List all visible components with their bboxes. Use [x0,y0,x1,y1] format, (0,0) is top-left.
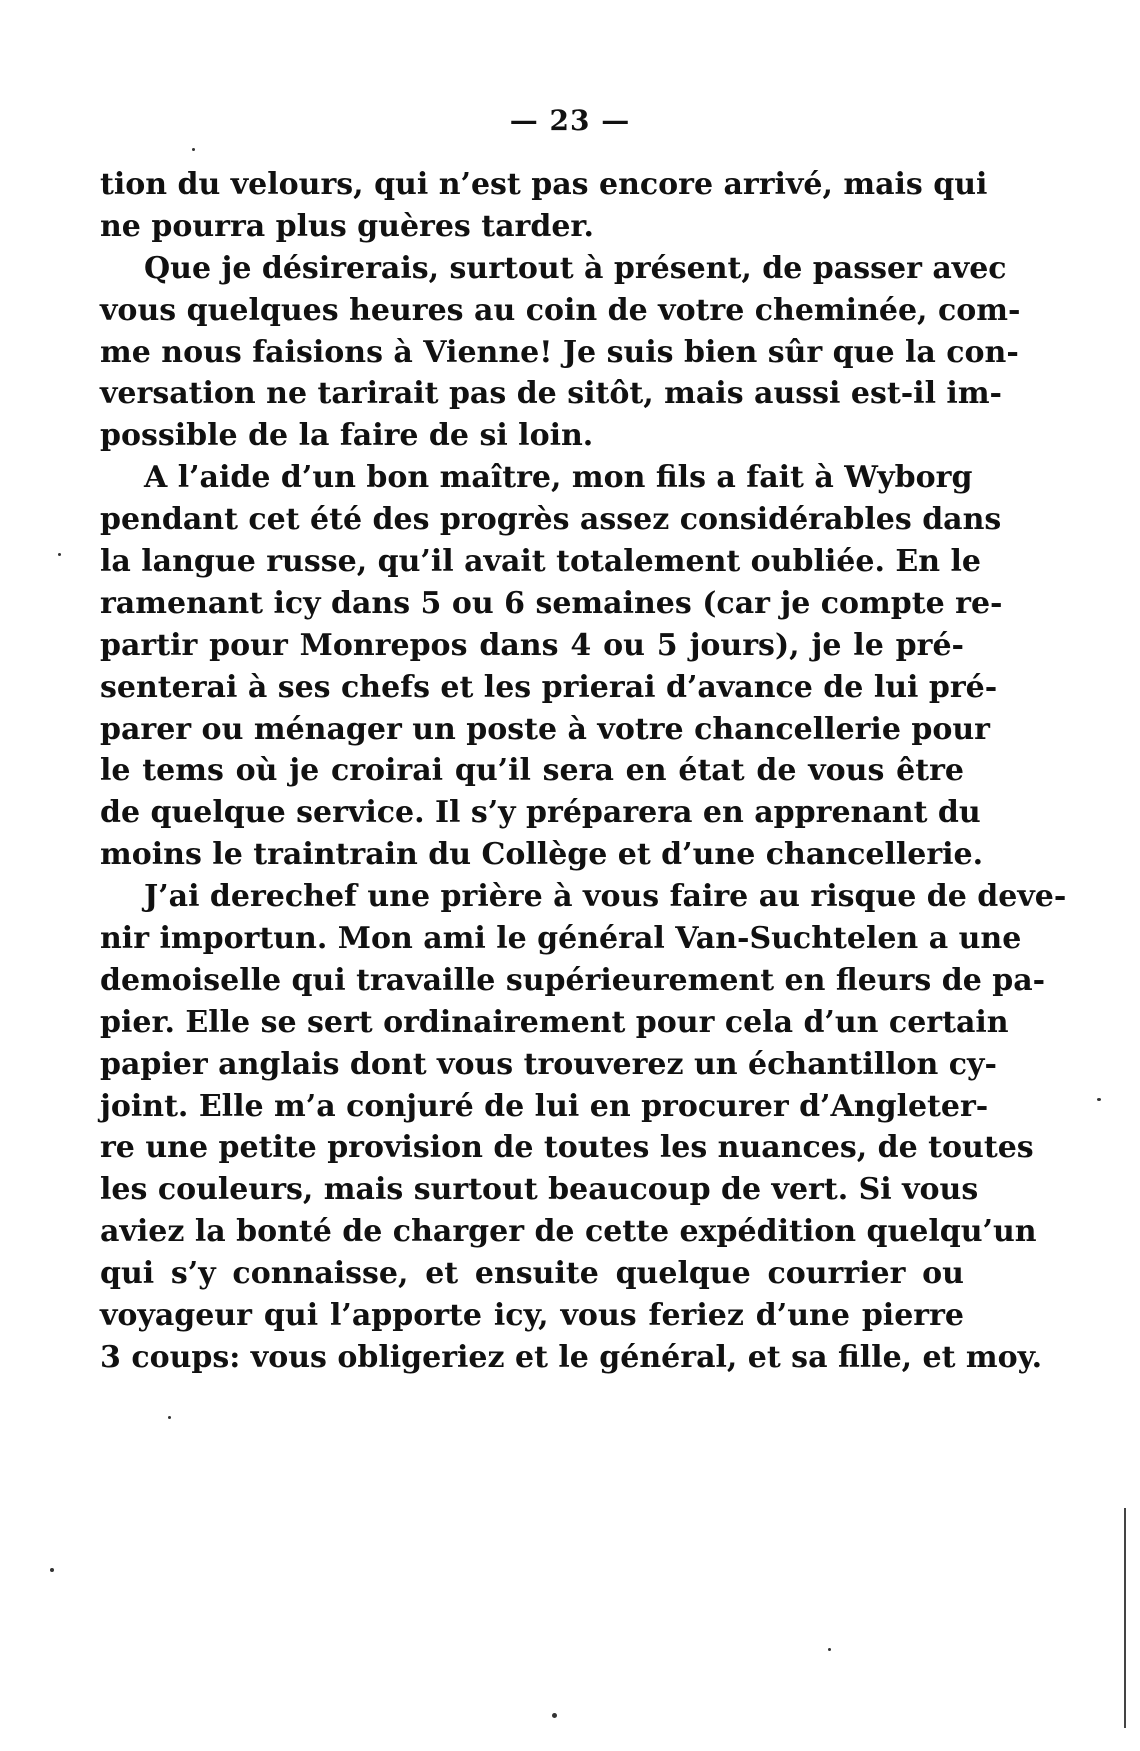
text-line: Que je désirerais, surtout à présent, de passer avec [144,250,1007,286]
text-line: moins le traintrain du Collège et d’une chancellerie. [100,837,984,873]
text-line: les couleurs, mais surtout beaucoup de vert. Si vous [100,1172,979,1208]
text-line: demoiselle qui travaille supérieurement en fleurs de pa- [100,962,1046,998]
text-line: qui s’y connaisse, et ensuite quelque courrier ou [100,1256,964,1292]
scan-speck [192,148,195,151]
scan-speck [58,553,61,556]
scan-edge-mark [1124,1508,1126,1728]
text-line: tion du velours, qui n’est pas encore arrivé, mais qui [100,167,988,202]
page-number: — 23 — [509,104,631,137]
text-line: 3 coups: vous obligeriez et le général, et sa fille, et moy. [100,1339,1043,1375]
text-line: nir importun. Mon ami le général Van-Suchtelen a une [100,921,1022,957]
text-line: partir pour Monrepos dans 4 ou 5 jours), je le pré- [100,627,964,663]
text-line: parer ou ménager un poste à votre chancellerie pour [100,711,990,747]
text-line: aviez la bonté de charger de cette expédition quelqu’un [100,1214,1037,1250]
text-line: versation ne tarirait pas de sitôt, mais aussi est-il im- [100,376,1003,412]
body-text [100,164,1067,1379]
text-line: vous quelques heures au coin de votre cheminée, com- [100,292,1021,328]
scan-speck [828,1648,831,1651]
text-line: re une petite provision de toutes les nuances, de toutes [100,1130,1034,1166]
scan-speck [168,1416,171,1419]
scan-speck [1097,1098,1101,1101]
text-line: me nous faisions à Vienne! Je suis bien sûr que la con- [100,334,1019,370]
text-line: J’ai derechef une prière à vous faire au risque de deve- [144,879,1067,915]
text-line: pier. Elle se sert ordinairement pour cela d’un certain [100,1004,1009,1040]
text-line: le tems où je croirai qu’il sera en état de vous être [100,753,964,789]
text-line: de quelque service. Il s’y préparera en apprenant du [100,795,981,831]
text-line: joint. Elle m’a conjuré de lui en procurer d’Angleter- [100,1088,989,1124]
text-line: A l’aide d’un bon maître, mon fils a fait à Wyborg [144,460,973,496]
scan-speck [552,1713,557,1718]
text-line: la langue russe, qu’il avait totalement oubliée. En le [100,544,981,580]
text-line: possible de la faire de si loin. [100,418,594,454]
text-line: pendant cet été des progrès assez considérables dans [100,502,1002,538]
text-line: ramenant icy dans 5 ou 6 semaines (car je compte re- [100,585,1003,621]
text-line: papier anglais dont vous trouverez un échantillon cy- [100,1046,997,1082]
text-line: ne pourra plus guères tarder. [100,208,594,244]
paragraph [100,457,1003,876]
paragraph [100,248,1021,457]
paragraph [100,876,1067,1379]
scan-speck [50,1568,54,1572]
paragraph [100,164,988,248]
text-line: senterai à ses chefs et les prierai d’avance de lui pré- [100,669,998,705]
text-line: voyageur qui l’apporte icy, vous feriez d’une pierre [100,1298,964,1334]
